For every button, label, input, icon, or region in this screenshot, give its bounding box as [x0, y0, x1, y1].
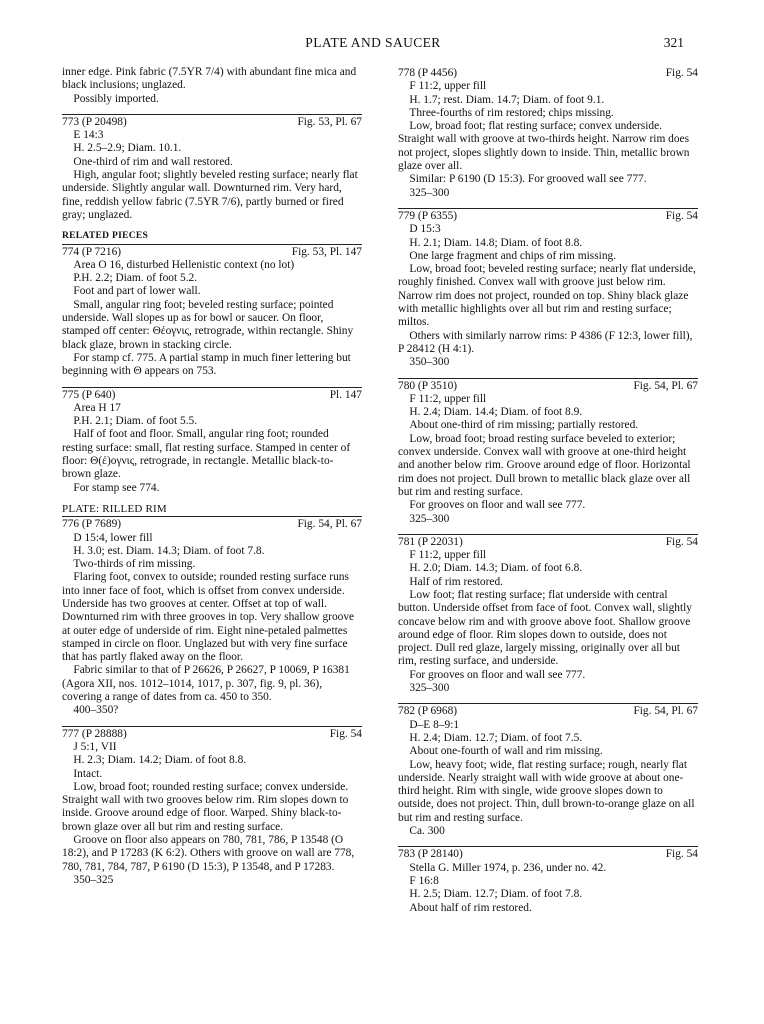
catalog-entry-777 [62, 726, 362, 888]
entry-condition: About half of rim restored. [409, 901, 532, 914]
entry-context: Area O 16, disturbed Hellenistic context (no lot) [73, 258, 295, 271]
entry-context: F 11:2, upper fill [409, 392, 487, 405]
catalog-entry-778 [398, 66, 698, 200]
catalog-entry-780 [398, 378, 698, 526]
entry-description: Low, broad foot; beveled resting surface; nearly flat underside, roughly finished. Convex wall with groove just below rim. Narrow rim does not project, rounded on top. Shiny black glaze with metallic highlights over all but rim and resting surface; miltos. [398, 263, 696, 329]
entry-condition: Intact. [73, 767, 103, 780]
entry-date: 400–350? [73, 704, 119, 717]
entry-description: Low, broad foot; broad resting surface beveled to exterior; convex underside. Convex wall with groove at one-third height and another below rim. Groove around edge of floor. Horizontal rim does not project. Dull brown to metallic black glaze over all but rim and resting surface. [398, 432, 691, 498]
catalog-entry-783 [398, 846, 698, 914]
continuation-text: inner edge. Pink fabric (7.5YR 7/4) with abundant fine mica and black inclusions; unglazed. [62, 66, 357, 92]
entry-date: 350–325 [73, 873, 114, 886]
entry-fig: Fig. 53, Pl. 147 [291, 245, 362, 258]
entry-id: 778 (P 4456) [398, 67, 458, 79]
entry-context: D 15:4, lower fill [73, 531, 153, 544]
entry-fig: Fig. 54 [665, 848, 698, 861]
catalog-entry-779 [398, 208, 698, 370]
entry-fig: Fig. 54, Pl. 67 [297, 518, 362, 531]
entry-fig: Fig. 53, Pl. 67 [297, 115, 362, 128]
entry-condition: Foot and part of lower wall. [73, 285, 201, 298]
catalog-entry-782 [398, 703, 698, 838]
entry-dimensions: H. 2.4; Diam. 12.7; Diam. of foot 7.5. [409, 731, 583, 744]
entry-fig: Fig. 54 [665, 67, 698, 79]
entry-description: Low, heavy foot; wide, flat resting surface; rough, nearly flat underside. Nearly straight wall with wide groove at about one-third height. Rim with single, wide groove slopes down to outside, does not project. Thin, dull brown-to-orange glaze on all but rim and resting surface. [398, 758, 695, 824]
entry-fig: Pl. 147 [329, 388, 362, 401]
entry-note: For grooves on floor and wall see 777. [409, 499, 586, 512]
left-column [62, 66, 362, 887]
running-header [62, 36, 684, 54]
entry-condition: About one-fourth of wall and rim missing. [409, 745, 603, 758]
entry-fig: Fig. 54 [665, 209, 698, 222]
catalog-entry-781 [398, 534, 698, 696]
entry-note: Others with similarly narrow rims: P 4386 (F 12:3, lower fill), P 28412 (H 4:1). [398, 329, 693, 355]
page-number: 321 [663, 35, 684, 50]
entry-note: Groove on floor also appears on 780, 781, 786, P 13548 (O 18:2), and P 17283 (K 6:2). Others with groove on wall are 778, 780, 781, 784, 787, P 6190 (D 15:3), P 13548, and P 17283. [62, 834, 355, 873]
catalog-entry-776 [62, 516, 362, 717]
continuation-note: Possibly imported. [73, 92, 159, 105]
entry-description: Low, broad foot; rounded resting surface; convex underside. Straight wall with two grooves below rim. Rim slopes down to inside. Groove around edge of floor. Warped. Shiny black-to-brown glaze over all but rim and resting surface. [62, 780, 349, 833]
entry-note: For stamp cf. 775. A partial stamp in much finer lettering but beginning with Θ appears on 753. [62, 351, 351, 378]
entry-condition: Three-fourths of rim restored; chips missing. [409, 106, 614, 119]
entry-condition: About one-third of rim missing; partially restored. [409, 419, 639, 432]
entry-id: 779 (P 6355) [398, 209, 458, 222]
entry-description: Half of foot and floor. Small, angular ring foot; rounded resting surface: small, flat resting surface. Stamped in center of floor: Θ(έ)ογνις, retrograde, in rectangle. Metallic black-to-brown glaze. [62, 428, 351, 481]
entry-fig: Fig. 54, Pl. 67 [633, 379, 698, 392]
entry-id: 777 (P 28888) [62, 727, 127, 740]
entry-id: 780 (P 3510) [398, 379, 458, 392]
entry-context: F 11:2, upper fill [409, 549, 487, 562]
entry-context: E 14:3 [73, 129, 104, 142]
entry-id: 775 (P 640) [62, 388, 116, 401]
entry-condition: One large fragment and chips of rim missing. [409, 249, 617, 262]
entry-context: F 16:8 [409, 874, 439, 887]
entry-condition: Two-thirds of rim missing. [73, 558, 196, 571]
entry-fig: Fig. 54, Pl. 67 [633, 705, 698, 718]
entry-fig: Fig. 54 [329, 727, 362, 740]
entry-id: 783 (P 28140) [398, 848, 463, 861]
entry-id: 776 (P 7689) [62, 518, 122, 531]
section-heading-related: RELATED PIECES [62, 231, 149, 242]
entry-condition: One-third of rim and wall restored. [73, 155, 233, 168]
catalog-entry-775 [62, 387, 362, 495]
entry-fig: Fig. 54 [665, 535, 698, 548]
entry-dimensions: H. 2.0; Diam. 14.3; Diam. of foot 6.8. [409, 562, 583, 575]
entry-description: Low foot; flat resting surface; flat underside with central button. Underside offset from face of foot. Convex wall, slightly concave below rim and with groove above foot. Shallow groove around edge of floor. Rim slopes down to outside, does not project. Dull red glaze, largely missing, originally over all but rim, resting surface, and underside. [398, 588, 692, 668]
entry-id: 773 (P 20498) [62, 115, 127, 128]
entry-context: J 5:1, VII [73, 740, 117, 753]
catalog-entry-774 [62, 244, 362, 379]
entry-id: 782 (P 6968) [398, 705, 458, 718]
section-heading-rilled-rim: PLATE: RILLED RIM [62, 502, 167, 515]
right-column [398, 66, 698, 915]
entry-condition: Half of rim restored. [409, 575, 504, 588]
entry-dimensions: H. 1.7; rest. Diam. 14.7; Diam. of foot 9.1. [409, 93, 605, 106]
entry-date: Ca. 300 [409, 825, 445, 838]
entry-date: 325–300 [409, 186, 450, 199]
entry-dimensions: H. 2.5–2.9; Diam. 10.1. [73, 142, 182, 155]
entry-reference: Stella G. Miller 1974, p. 236, under no. 42. [409, 861, 607, 874]
entry-description: Small, angular ring foot; beveled resting surface; pointed underside. Wall slopes up as for bowl or saucer. On floor, stamped off center: Θέογνις, retrograde, within rectangle. Shiny black glaze, brown in stacking circle. [62, 298, 354, 351]
entry-context: D 15:3 [409, 223, 441, 236]
entry-dimensions: H. 2.1; Diam. 14.8; Diam. of foot 8.8. [409, 236, 583, 249]
entry-description: Low, broad foot; flat resting surface; convex underside. Straight wall with groove at two-thirds height. Narrow rim does not project, slopes slightly down to inside. Thin, metallic brown glaze over all. [398, 120, 690, 173]
entry-id: 774 (P 7216) [62, 245, 122, 258]
running-title: PLATE AND SAUCER [305, 35, 441, 50]
entry-description: High, angular foot; slightly beveled resting surface; nearly flat underside. Slightly angular wall. Downturned rim. Very hard, fine, reddish yellow fabric (7.5YR 7/6), partly burned or fired gray; unglazed. [62, 169, 358, 221]
entry-dimensions: P.H. 2.1; Diam. of foot 5.5. [73, 415, 198, 428]
entry-note: Fabric similar to that of P 26626, P 26627, P 10069, P 16381 (Agora XII, nos. 1012–1014, 1017, p. 307, fig. 9, pl. 36), covering a range of dates from ca. 450 to 350. [62, 664, 350, 704]
entry-date: 350–300 [409, 356, 450, 369]
entry-note: For stamp see 774. [73, 481, 160, 494]
entry-date: 325–300 [409, 682, 450, 695]
entry-context: F 11:2, upper fill [409, 80, 487, 93]
entry-dimensions: H. 2.3; Diam. 14.2; Diam. of foot 8.8. [73, 754, 247, 767]
entry-context: D–E 8–9:1 [409, 718, 460, 731]
catalog-entry-773 [62, 114, 362, 222]
entry-id: 781 (P 22031) [398, 535, 463, 548]
entry-date: 325–300 [409, 512, 450, 525]
entry-dimensions: H. 2.5; Diam. 12.7; Diam. of foot 7.8. [409, 888, 583, 901]
entry-context: Area H 17 [73, 401, 121, 414]
entry-note: For grooves on floor and wall see 777. [409, 668, 586, 681]
entry-note: Similar: P 6190 (D 15:3). For grooved wall see 777. [409, 173, 647, 186]
entry-dimensions: P.H. 2.2; Diam. of foot 5.2. [73, 272, 198, 285]
entry-dimensions: H. 3.0; est. Diam. 14.3; Diam. of foot 7.8. [73, 544, 265, 557]
entry-description: Flaring foot, convex to outside; rounded resting surface runs into inner face of foot, which is offset from convex underside. Underside has two grooves at center. Offset at top of wall. Downturned rim with three grooves in top. Very shallow groove at outer edge of underside of rim. Eight nine-petaled palmettes stamped in circle on floor. Unglazed but with very fine surface that has partly flaked away on the floor. [62, 571, 355, 664]
entry-dimensions: H. 2.4; Diam. 14.4; Diam. of foot 8.9. [409, 406, 583, 419]
